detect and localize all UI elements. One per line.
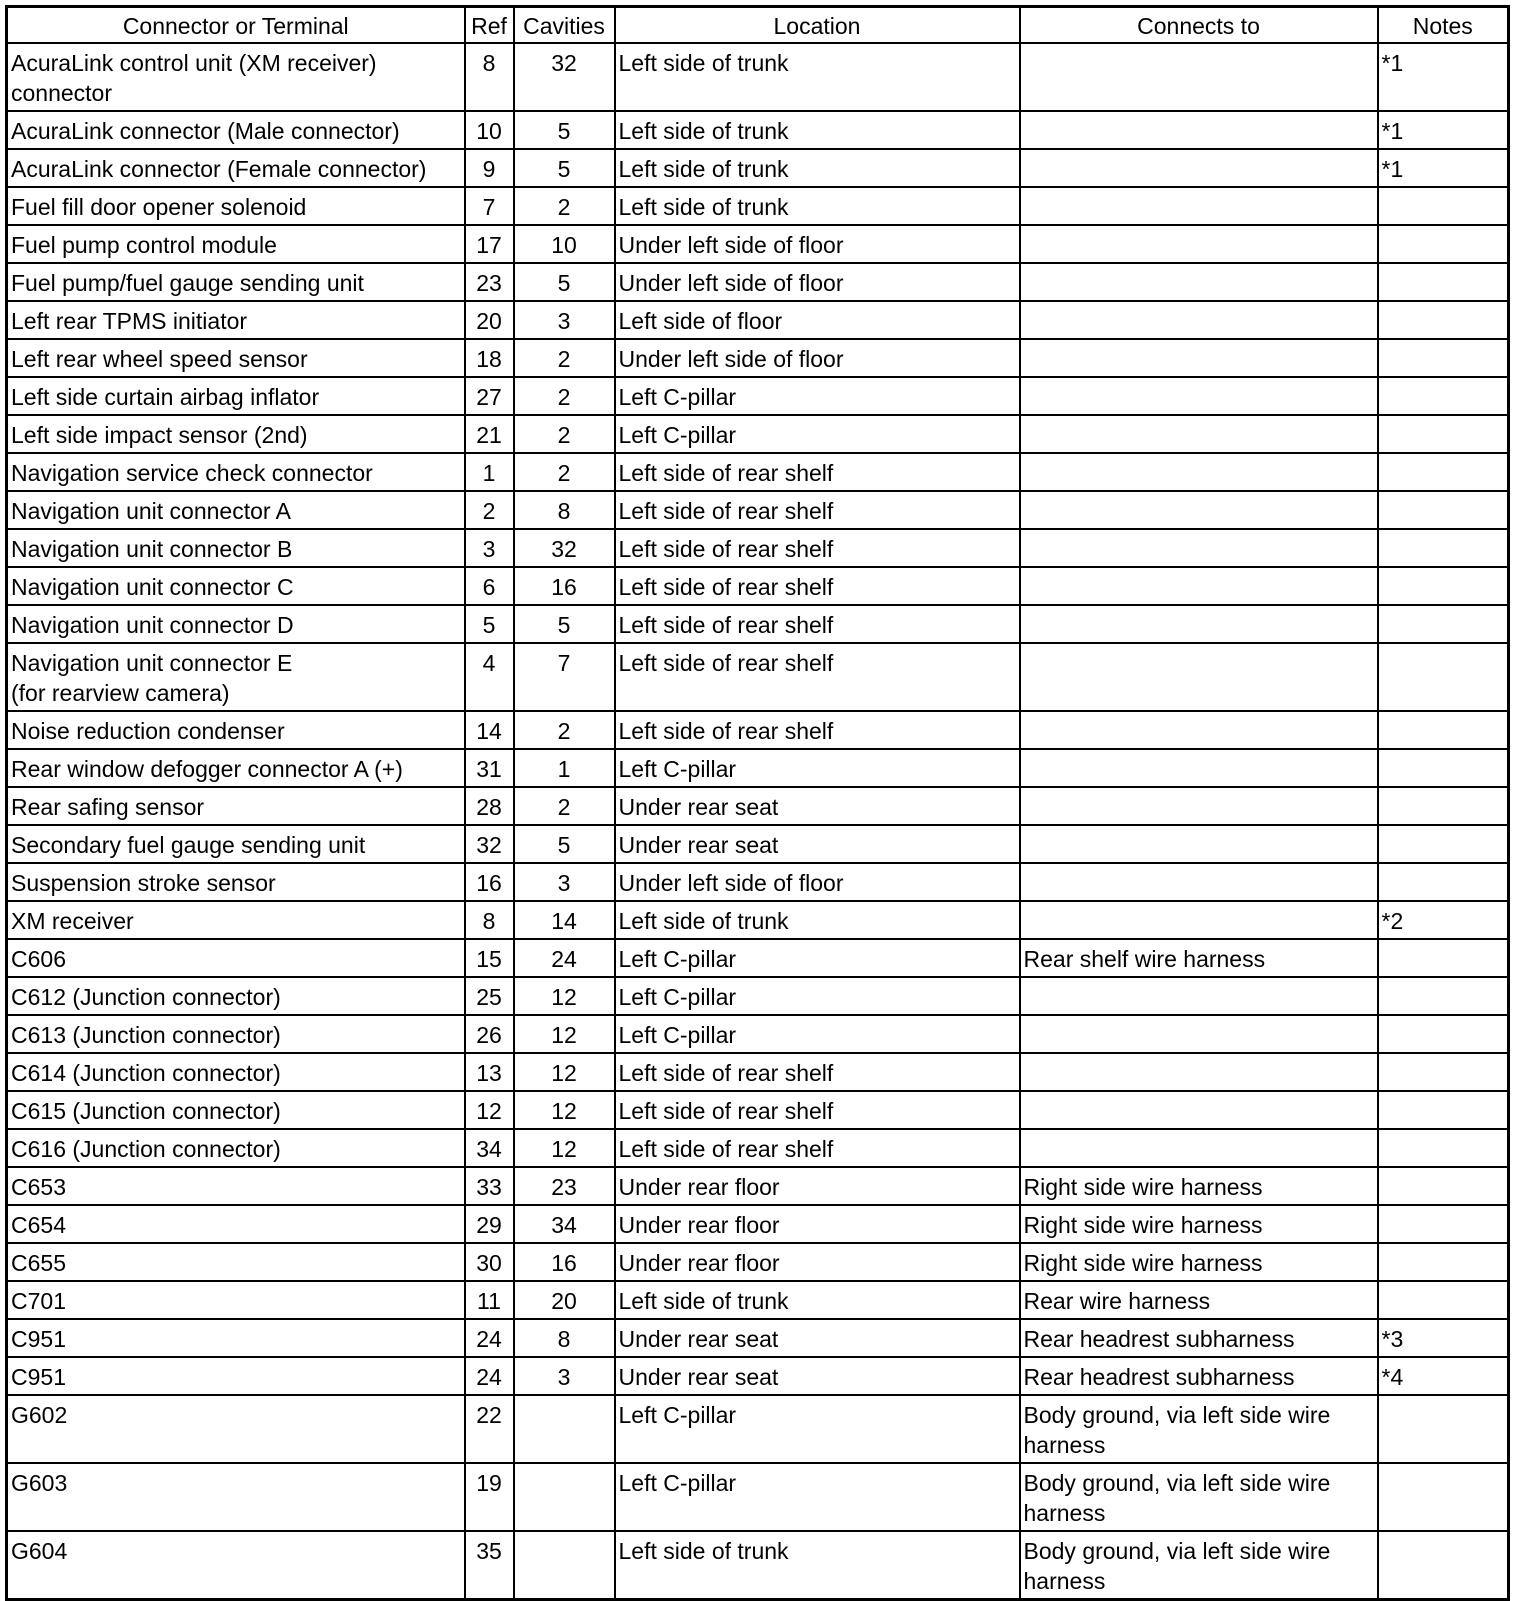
cell-notes [1378,529,1509,567]
cell-ref: 16 [465,863,514,901]
cell-location: Left side of trunk [615,1281,1020,1319]
cell-connector: C615 (Junction connector) [7,1091,465,1129]
cell-ref: 21 [465,415,514,453]
table-row [7,1205,1509,1243]
table-row [7,1281,1509,1319]
cell-location: Under rear floor [615,1167,1020,1205]
cell-ref: 30 [465,1243,514,1281]
table-row [7,187,1509,225]
cell-ref: 24 [465,1357,514,1395]
cell-notes [1378,643,1509,711]
table-row [7,491,1509,529]
cell-connector: C655 [7,1243,465,1281]
cell-cavities: 32 [514,43,615,111]
cell-location: Left side of rear shelf [615,529,1020,567]
cell-notes [1378,453,1509,491]
cell-notes [1378,187,1509,225]
table-row [7,529,1509,567]
cell-connects-to: Rear shelf wire harness [1020,939,1378,977]
table-header-row [7,7,1509,44]
cell-ref: 10 [465,111,514,149]
cell-ref: 17 [465,225,514,263]
cell-ref: 9 [465,149,514,187]
cell-ref: 11 [465,1281,514,1319]
cell-cavities: 5 [514,825,615,863]
header-connector: Connector or Terminal [7,7,465,44]
cell-cavities: 12 [514,1091,615,1129]
cell-location: Left side of rear shelf [615,567,1020,605]
cell-notes: *2 [1378,901,1509,939]
table-row [7,1167,1509,1205]
cell-connects-to [1020,1053,1378,1091]
cell-cavities: 7 [514,643,615,711]
cell-cavities: 1 [514,749,615,787]
cell-connector: Left rear wheel speed sensor [7,339,465,377]
cell-connector: Fuel fill door opener solenoid [7,187,465,225]
cell-connects-to [1020,643,1378,711]
cell-location: Left side of rear shelf [615,453,1020,491]
cell-notes [1378,567,1509,605]
header-notes: Notes [1378,7,1509,44]
cell-connects-to [1020,567,1378,605]
cell-connects-to [1020,605,1378,643]
cell-cavities: 5 [514,111,615,149]
cell-cavities [514,1531,615,1600]
cell-cavities: 12 [514,1015,615,1053]
cell-cavities: 3 [514,301,615,339]
cell-connector: C701 [7,1281,465,1319]
cell-ref: 28 [465,787,514,825]
cell-notes [1378,1053,1509,1091]
cell-connector: Fuel pump/fuel gauge sending unit [7,263,465,301]
cell-connector: Navigation unit connector B [7,529,465,567]
cell-notes [1378,711,1509,749]
table-row [7,939,1509,977]
cell-ref: 8 [465,43,514,111]
cell-ref: 29 [465,1205,514,1243]
cell-notes [1378,1281,1509,1319]
table-row [7,339,1509,377]
table-row [7,711,1509,749]
table-row [7,111,1509,149]
cell-notes [1378,787,1509,825]
cell-location: Left side of floor [615,301,1020,339]
cell-location: Under left side of floor [615,863,1020,901]
cell-cavities [514,1395,615,1463]
cell-cavities: 2 [514,711,615,749]
cell-connects-to [1020,187,1378,225]
table-row [7,749,1509,787]
table-row [7,1091,1509,1129]
cell-ref: 24 [465,1319,514,1357]
cell-cavities: 5 [514,263,615,301]
table-row [7,787,1509,825]
cell-connector: C616 (Junction connector) [7,1129,465,1167]
cell-location: Under left side of floor [615,339,1020,377]
cell-cavities: 34 [514,1205,615,1243]
cell-location: Under rear seat [615,825,1020,863]
table-row [7,263,1509,301]
cell-connector: Fuel pump control module [7,225,465,263]
table-row [7,377,1509,415]
cell-ref: 23 [465,263,514,301]
cell-connects-to [1020,711,1378,749]
cell-location: Left side of rear shelf [615,605,1020,643]
table-row [7,1319,1509,1357]
cell-connector: C612 (Junction connector) [7,977,465,1015]
cell-connects-to [1020,149,1378,187]
cell-cavities: 2 [514,339,615,377]
cell-location: Left C-pillar [615,977,1020,1015]
cell-location: Left C-pillar [615,749,1020,787]
cell-connector: G604 [7,1531,465,1600]
cell-location: Left C-pillar [615,1395,1020,1463]
cell-notes [1378,1395,1509,1463]
cell-connector: Suspension stroke sensor [7,863,465,901]
table-row [7,1053,1509,1091]
cell-location: Left side of trunk [615,43,1020,111]
cell-connects-to [1020,1129,1378,1167]
table-row [7,605,1509,643]
cell-connector: G602 [7,1395,465,1463]
cell-ref: 13 [465,1053,514,1091]
header-connects-to: Connects to [1020,7,1378,44]
cell-ref: 31 [465,749,514,787]
cell-connects-to [1020,301,1378,339]
cell-connects-to [1020,111,1378,149]
cell-ref: 33 [465,1167,514,1205]
cell-ref: 18 [465,339,514,377]
cell-notes [1378,863,1509,901]
cell-location: Under rear floor [615,1205,1020,1243]
cell-connector: Navigation unit connector D [7,605,465,643]
cell-cavities: 2 [514,453,615,491]
cell-cavities: 12 [514,977,615,1015]
cell-ref: 6 [465,567,514,605]
cell-ref: 8 [465,901,514,939]
cell-location: Left C-pillar [615,1015,1020,1053]
cell-cavities: 24 [514,939,615,977]
cell-location: Left side of trunk [615,901,1020,939]
cell-notes [1378,939,1509,977]
cell-notes [1378,225,1509,263]
cell-notes: *3 [1378,1319,1509,1357]
cell-connects-to [1020,749,1378,787]
cell-connector: XM receiver [7,901,465,939]
cell-connects-to [1020,977,1378,1015]
table-row [7,1357,1509,1395]
cell-ref: 32 [465,825,514,863]
cell-location: Left side of rear shelf [615,711,1020,749]
header-location: Location [615,7,1020,44]
cell-ref: 3 [465,529,514,567]
cell-notes: *4 [1378,1357,1509,1395]
cell-connects-to [1020,43,1378,111]
cell-connects-to [1020,825,1378,863]
cell-notes [1378,1015,1509,1053]
cell-connects-to: Rear headrest subharness [1020,1357,1378,1395]
cell-connects-to: Rear headrest subharness [1020,1319,1378,1357]
table-row [7,301,1509,339]
cell-cavities [514,1463,615,1531]
cell-connector: Noise reduction condenser [7,711,465,749]
cell-location: Under rear floor [615,1243,1020,1281]
cell-location: Left side of trunk [615,1531,1020,1600]
table-body [7,43,1509,1600]
cell-connects-to [1020,787,1378,825]
cell-cavities: 5 [514,149,615,187]
cell-ref: 12 [465,1091,514,1129]
cell-cavities: 10 [514,225,615,263]
cell-notes [1378,415,1509,453]
cell-connector: C606 [7,939,465,977]
table-row [7,863,1509,901]
cell-ref: 19 [465,1463,514,1531]
cell-connector: Navigation service check connector [7,453,465,491]
table-row [7,225,1509,263]
cell-location: Left side of rear shelf [615,1053,1020,1091]
cell-ref: 26 [465,1015,514,1053]
cell-ref: 25 [465,977,514,1015]
cell-connector: C614 (Junction connector) [7,1053,465,1091]
cell-connects-to: Right side wire harness [1020,1243,1378,1281]
cell-ref: 27 [465,377,514,415]
cell-notes: *1 [1378,43,1509,111]
cell-location: Left side of rear shelf [615,643,1020,711]
cell-connects-to [1020,453,1378,491]
cell-location: Left side of rear shelf [615,1091,1020,1129]
cell-connector: Secondary fuel gauge sending unit [7,825,465,863]
cell-notes [1378,1167,1509,1205]
cell-location: Left C-pillar [615,1463,1020,1531]
cell-ref: 4 [465,643,514,711]
cell-connects-to [1020,901,1378,939]
cell-notes [1378,1091,1509,1129]
cell-ref: 2 [465,491,514,529]
cell-connects-to [1020,491,1378,529]
cell-connects-to [1020,263,1378,301]
cell-location: Under rear seat [615,787,1020,825]
table-row [7,453,1509,491]
cell-cavities: 2 [514,377,615,415]
cell-connects-to: Body ground, via left side wire harness [1020,1531,1378,1600]
cell-notes [1378,1463,1509,1531]
cell-ref: 22 [465,1395,514,1463]
cell-notes [1378,749,1509,787]
cell-ref: 1 [465,453,514,491]
cell-connector: C951 [7,1319,465,1357]
cell-cavities: 14 [514,901,615,939]
cell-connector: AcuraLink connector (Male connector) [7,111,465,149]
cell-cavities: 12 [514,1053,615,1091]
cell-cavities: 3 [514,1357,615,1395]
cell-notes [1378,1531,1509,1600]
cell-cavities: 3 [514,863,615,901]
header-cavities: Cavities [514,7,615,44]
cell-location: Left C-pillar [615,377,1020,415]
cell-connects-to [1020,377,1378,415]
table-row [7,149,1509,187]
cell-location: Left side of trunk [615,111,1020,149]
cell-notes [1378,825,1509,863]
cell-ref: 7 [465,187,514,225]
cell-notes [1378,605,1509,643]
cell-connector: Left side curtain airbag inflator [7,377,465,415]
cell-notes [1378,263,1509,301]
cell-connects-to [1020,863,1378,901]
table-row [7,1015,1509,1053]
cell-cavities: 16 [514,1243,615,1281]
cell-cavities: 2 [514,187,615,225]
cell-location: Left C-pillar [615,939,1020,977]
cell-cavities: 2 [514,415,615,453]
cell-connects-to [1020,1015,1378,1053]
cell-ref: 35 [465,1531,514,1600]
cell-connector: AcuraLink connector (Female connector) [7,149,465,187]
table-row [7,643,1509,711]
cell-ref: 5 [465,605,514,643]
cell-connects-to: Right side wire harness [1020,1167,1378,1205]
cell-cavities: 23 [514,1167,615,1205]
cell-ref: 15 [465,939,514,977]
cell-notes: *1 [1378,111,1509,149]
cell-notes [1378,377,1509,415]
table-row [7,43,1509,111]
cell-cavities: 8 [514,1319,615,1357]
cell-connector: C951 [7,1357,465,1395]
cell-notes [1378,1205,1509,1243]
cell-connector: C654 [7,1205,465,1243]
cell-cavities: 8 [514,491,615,529]
table-row [7,977,1509,1015]
table-row [7,1395,1509,1463]
table-row [7,1531,1509,1600]
cell-notes [1378,339,1509,377]
table-row [7,415,1509,453]
cell-location: Under rear seat [615,1319,1020,1357]
cell-location: Left C-pillar [615,415,1020,453]
cell-ref: 34 [465,1129,514,1167]
cell-cavities: 20 [514,1281,615,1319]
cell-connects-to [1020,1091,1378,1129]
cell-connector: Left rear TPMS initiator [7,301,465,339]
cell-connects-to [1020,339,1378,377]
cell-ref: 14 [465,711,514,749]
connector-table-container [5,5,1510,1601]
cell-connects-to [1020,415,1378,453]
table-row [7,825,1509,863]
cell-location: Left side of rear shelf [615,1129,1020,1167]
header-ref: Ref [465,7,514,44]
table-row [7,1243,1509,1281]
cell-connector: Navigation unit connector C [7,567,465,605]
cell-location: Under left side of floor [615,225,1020,263]
cell-location: Left side of trunk [615,187,1020,225]
cell-connects-to: Body ground, via left side wire harness [1020,1395,1378,1463]
cell-connects-to: Body ground, via left side wire harness [1020,1463,1378,1531]
table-row [7,1463,1509,1531]
connector-table [5,5,1510,1601]
cell-connector: Left side impact sensor (2nd) [7,415,465,453]
cell-notes [1378,1243,1509,1281]
cell-connects-to: Right side wire harness [1020,1205,1378,1243]
cell-connector: Navigation unit connector E (for rearview camera) [7,643,465,711]
cell-connector: AcuraLink control unit (XM receiver) connector [7,43,465,111]
cell-cavities: 5 [514,605,615,643]
cell-location: Under rear seat [615,1357,1020,1395]
cell-connector: G603 [7,1463,465,1531]
cell-connector: Navigation unit connector A [7,491,465,529]
cell-cavities: 16 [514,567,615,605]
table-row [7,1129,1509,1167]
cell-location: Under left side of floor [615,263,1020,301]
cell-notes [1378,301,1509,339]
cell-notes: *1 [1378,149,1509,187]
cell-connects-to [1020,225,1378,263]
cell-cavities: 12 [514,1129,615,1167]
cell-notes [1378,977,1509,1015]
cell-connects-to [1020,529,1378,567]
cell-cavities: 2 [514,787,615,825]
cell-connects-to: Rear wire harness [1020,1281,1378,1319]
cell-connector: Rear safing sensor [7,787,465,825]
table-row [7,901,1509,939]
cell-connector: C653 [7,1167,465,1205]
cell-notes [1378,1129,1509,1167]
cell-connector: C613 (Junction connector) [7,1015,465,1053]
cell-location: Left side of rear shelf [615,491,1020,529]
table-row [7,567,1509,605]
cell-location: Left side of trunk [615,149,1020,187]
cell-notes [1378,491,1509,529]
cell-connector: Rear window defogger connector A (+) [7,749,465,787]
cell-cavities: 32 [514,529,615,567]
cell-ref: 20 [465,301,514,339]
